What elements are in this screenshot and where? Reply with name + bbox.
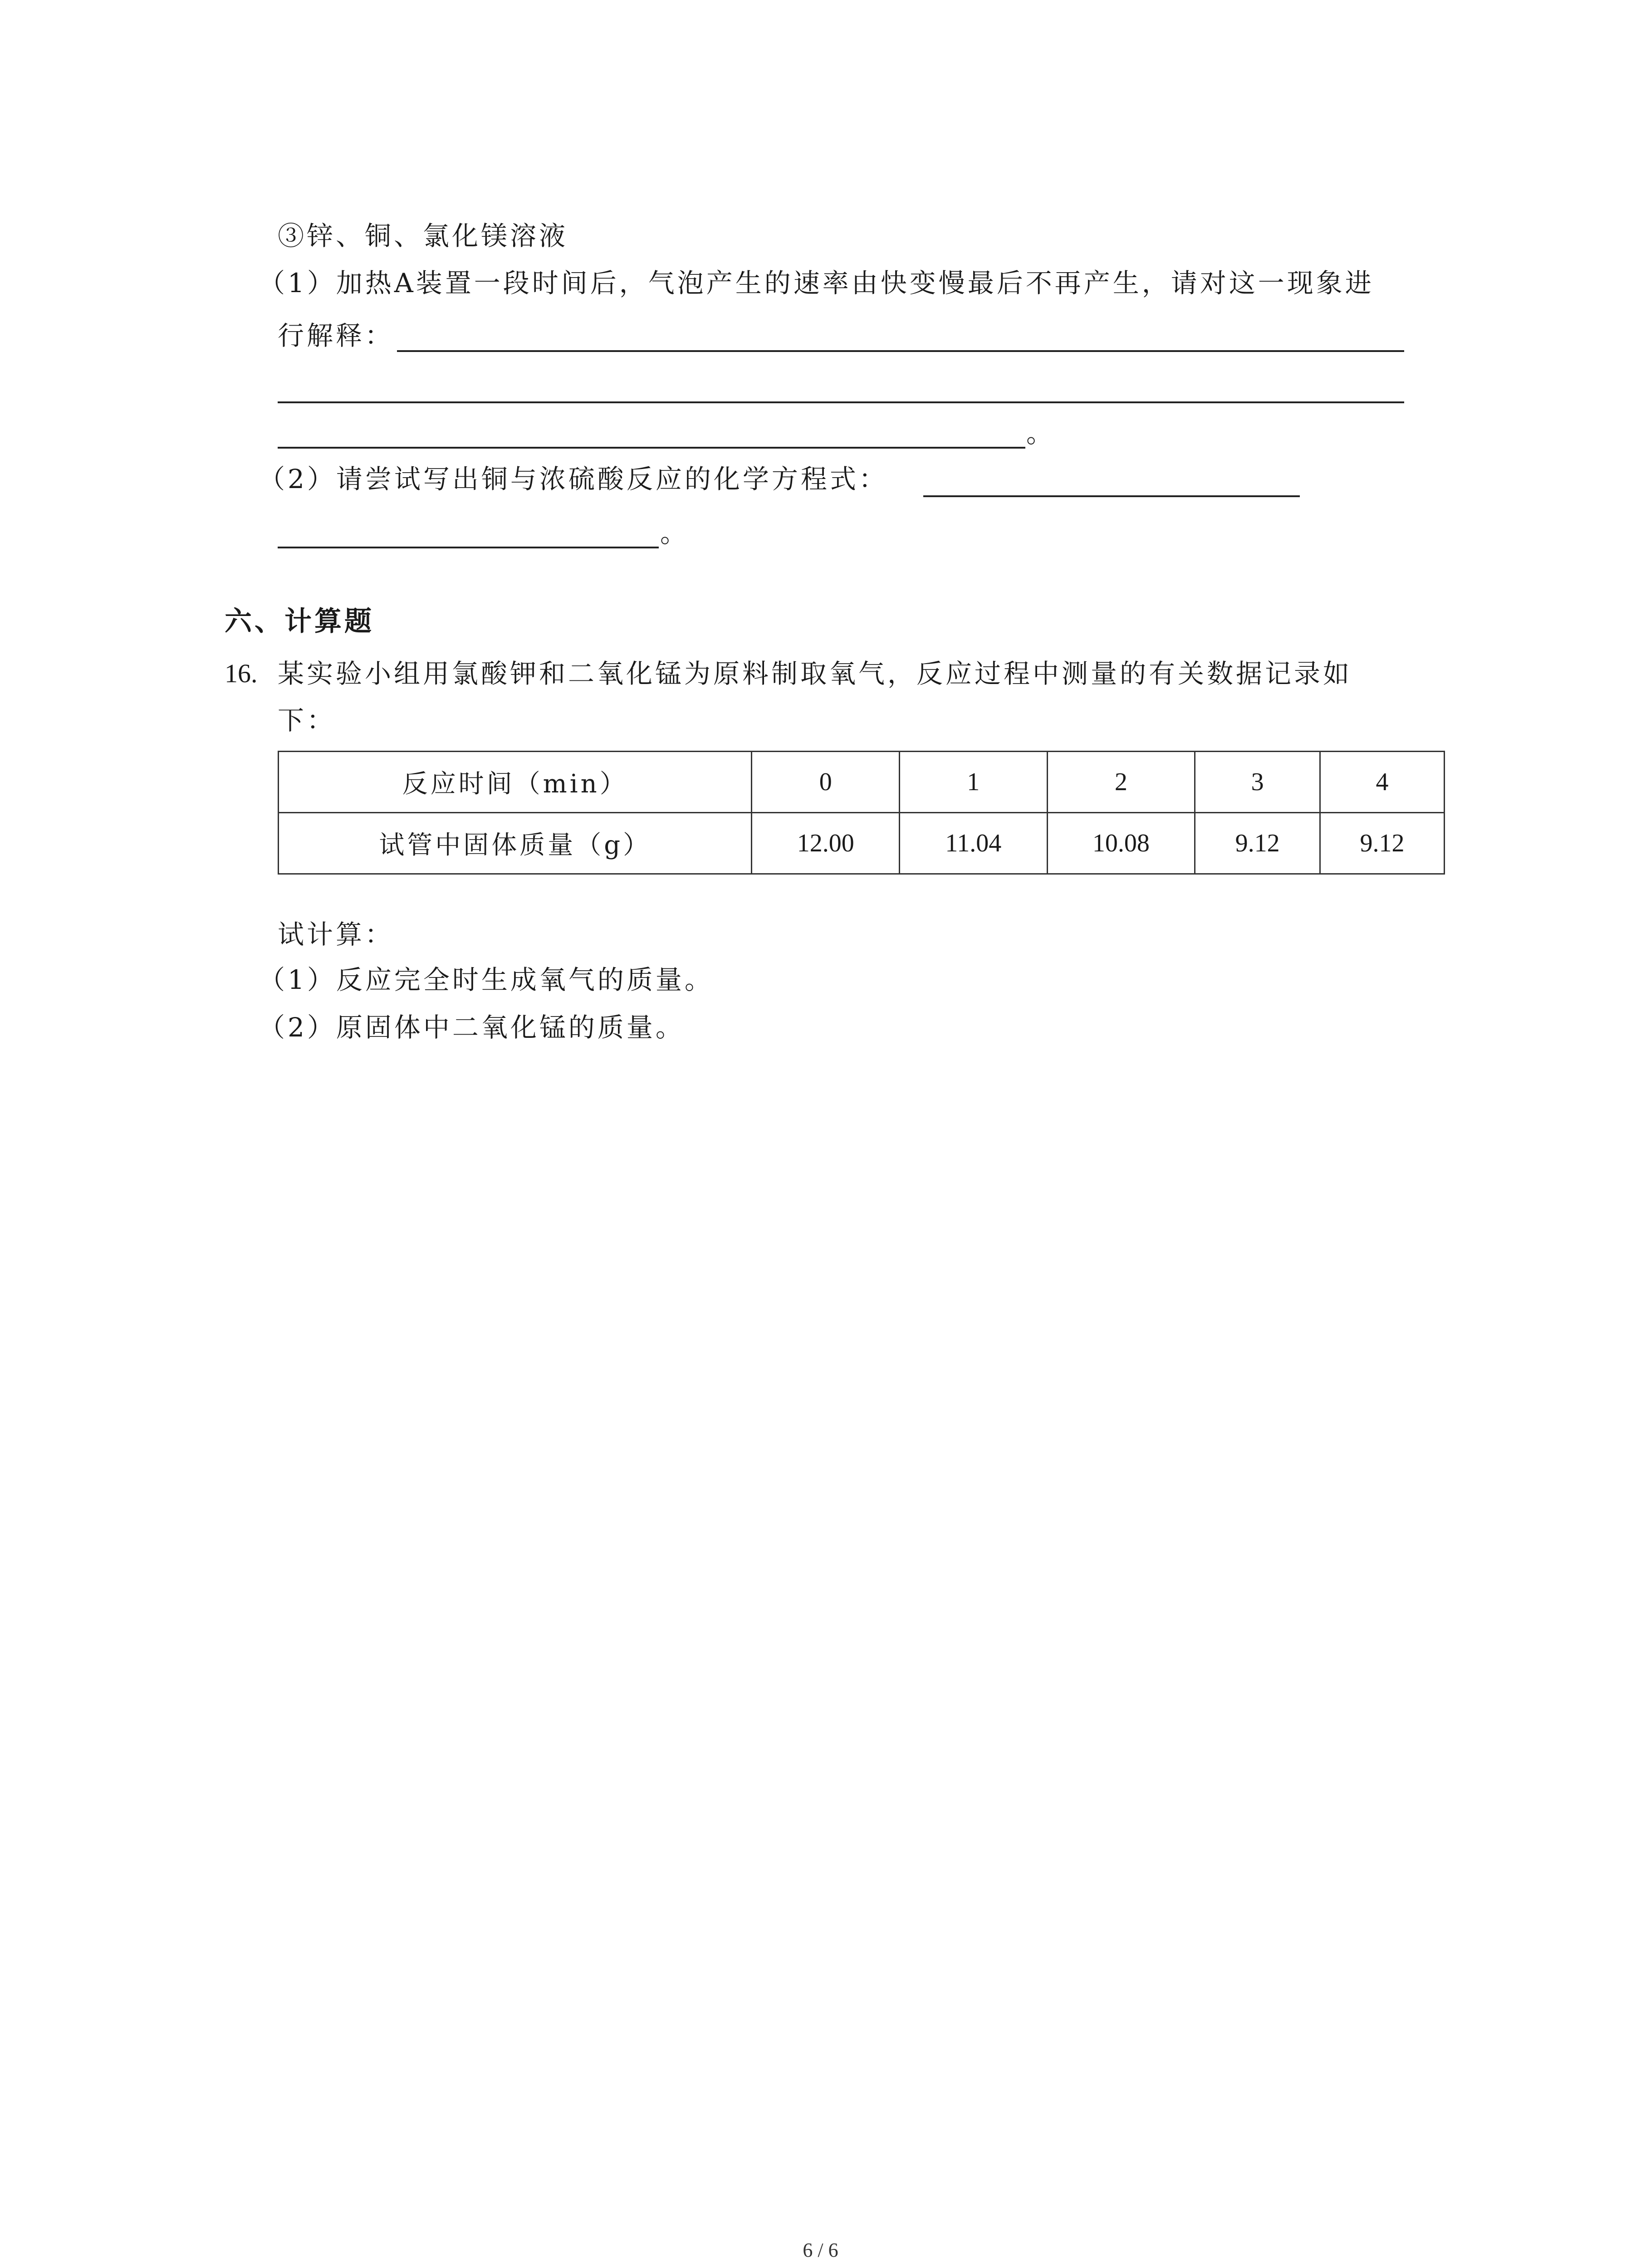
answer-blank-3[interactable]: [278, 447, 1025, 449]
table-cell: 4: [1320, 752, 1445, 813]
instruction-text: 试计算：: [278, 919, 394, 950]
question-1-line-2-label: 行解释：: [278, 320, 394, 351]
page-number: 6 / 6: [803, 2239, 838, 2261]
sub-question-1: （1）反应完全时生成氧气的质量。: [259, 964, 714, 995]
answer-blank-4[interactable]: [923, 495, 1300, 497]
row-header-mass: 试管中固体质量（g）: [279, 813, 752, 874]
table-cell: 11.04: [900, 813, 1048, 874]
sub-question-2: （2）原固体中二氧化锰的质量。: [259, 1012, 685, 1043]
table-cell: 12.00: [752, 813, 900, 874]
table-cell: 1: [900, 752, 1048, 813]
question-1-line-1: （1）加热A装置一段时间后，气泡产生的速率由快变慢最后不再产生，请对这一现象进: [259, 268, 1374, 298]
answer-end-period-2: 。: [660, 518, 687, 548]
answer-blank-1[interactable]: [397, 350, 1404, 352]
table-cell: 0: [752, 752, 900, 813]
problem-stem-line-2: 下：: [278, 705, 336, 736]
table-row-mass: [279, 813, 1445, 874]
row-header-time: 反应时间（min）: [279, 752, 752, 813]
answer-end-period-1: 。: [1026, 418, 1053, 449]
problem-stem-line-1: 某实验小组用氯酸钾和二氧化锰为原料制取氧气，反应过程中测量的有关数据记录如: [278, 658, 1352, 689]
table-cell: 9.12: [1195, 813, 1320, 874]
table-cell: 9.12: [1320, 813, 1445, 874]
table-cell: 2: [1047, 752, 1195, 813]
data-table: [278, 751, 1445, 875]
table-cell: 3: [1195, 752, 1320, 813]
answer-blank-2[interactable]: [278, 401, 1404, 403]
question-2-line-1: （2）请尝试写出铜与浓硫酸反应的化学方程式：: [259, 464, 888, 494]
table-cell: 10.08: [1047, 813, 1195, 874]
answer-blank-5[interactable]: [278, 547, 659, 548]
option-3-text: ③锌、铜、氯化镁溶液: [278, 220, 568, 251]
section-title: 六、计算题: [225, 606, 374, 637]
problem-number: 16.: [225, 659, 258, 688]
table-row-time: [279, 752, 1445, 813]
